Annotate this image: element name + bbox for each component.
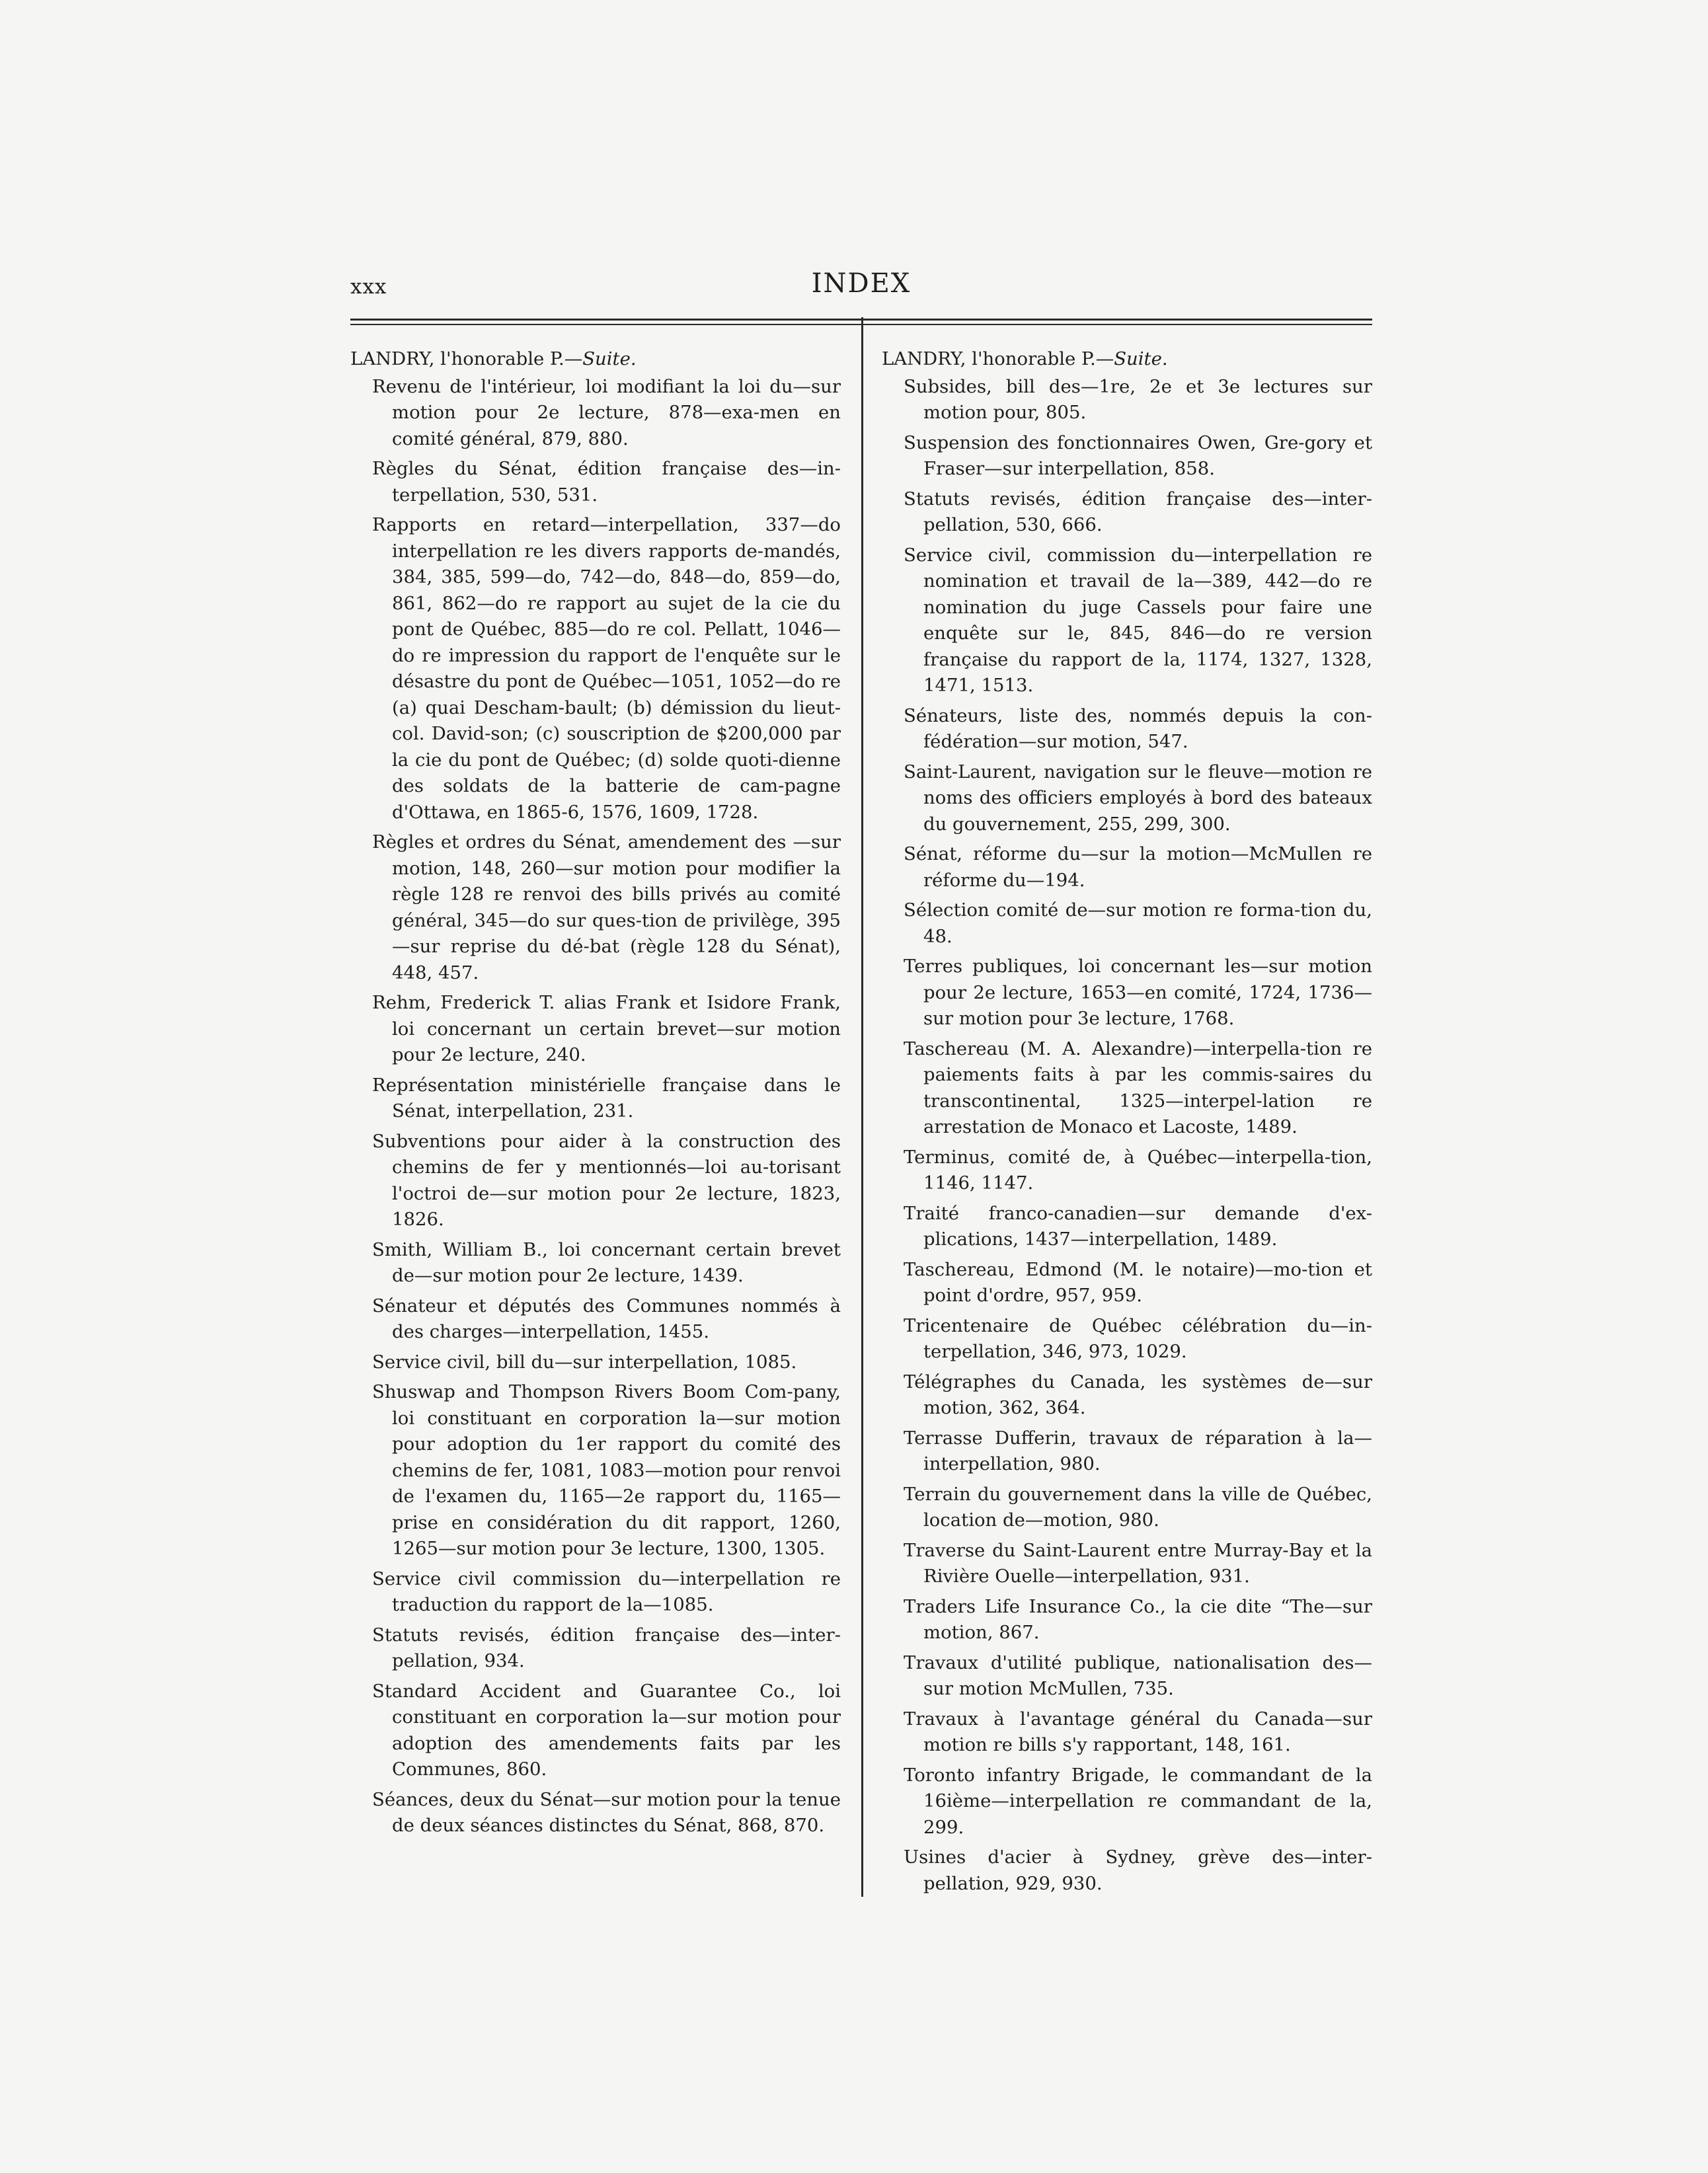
index-entry: Terrain du gouvernement dans la ville de Québec, location de—motion, 980. — [904, 1483, 1372, 1531]
index-entry: Sénateur et députés des Communes nommés à des charges—interpellation, 1455. — [372, 1295, 841, 1342]
index-entry: Revenu de l'intérieur, loi modifiant la loi du—sur motion pour 2e lecture, 878—exa-men en comité général, 879, 880. — [372, 375, 841, 449]
index-entry: Travaux d'utilité publique, nationalisation des—sur motion McMullen, 735. — [904, 1652, 1372, 1699]
index-entry: Shuswap and Thompson Rivers Boom Com-pany, loi constituant en corporation la—sur motion pour adoption du 1er rapport du comité des chemins de fer, 1081, 1083—motion pour renvoi de l'examen du, 1165—2e rapport du, 1165—prise en considération du dit rapport, 1260, 1265—sur motion pour 3e lecture, 1300, 1305. — [372, 1381, 841, 1559]
index-entry: Sénat, réforme du—sur la motion—McMullen re réforme du—194. — [904, 843, 1372, 891]
index-entry: Terres publiques, loi concernant les—sur motion pour 2e lecture, 1653—en comité, 1724, 1736—sur motion pour 3e lecture, 1768. — [904, 956, 1372, 1029]
index-entry: Traders Life Insurance Co., la cie dite “The—sur motion, 867. — [904, 1595, 1372, 1643]
index-entry: Toronto infantry Brigade, le commandant de la 16ième—interpellation re commandant de la, 299. — [904, 1764, 1372, 1838]
index-entry: Usines d'acier à Sydney, grève des—inter-pellation, 929, 930. — [904, 1847, 1372, 1894]
index-entry: Service civil, commission du—interpellation re nomination et travail de la—389, 442—do re nomination du juge Cassels pour faire une enquête sur le, 845, 846—do re version française du rapport de la, 1174, 1327, 1328, 1471, 1513. — [904, 544, 1372, 696]
left-heading-suite: Suite. — [582, 348, 637, 369]
index-entry: Subventions pour aider à la construction des chemins de fer y mentionnés—loi au-torisant l'octroi de—sur motion pour 2e lecture, 1823, 1826. — [372, 1130, 841, 1230]
index-entry: Sélection comité de—sur motion re forma-tion du, 48. — [904, 899, 1372, 947]
index-entry: Règles et ordres du Sénat, amendement des —sur motion, 148, 260—sur motion pour modifier la règle 128 re renvoi des bills privés au comité général, 345—do sur ques-tion de privilège, 395—sur reprise du dé-bat (règle 128 du Sénat), 448, 457. — [372, 831, 841, 983]
index-entry: Terrasse Dufferin, travaux de réparation à la—interpellation, 980. — [904, 1427, 1372, 1474]
index-entry: Tricentenaire de Québec célébration du—in-terpellation, 346, 973, 1029. — [904, 1315, 1372, 1362]
index-entry: Standard Accident and Guarantee Co., loi constituant en corporation la—sur motion pour adoption des amendements faits par les Communes, 860. — [372, 1680, 841, 1780]
index-entry: Terminus, comité de, à Québec—interpella-tion, 1146, 1147. — [904, 1146, 1372, 1194]
index-entry: Statuts revisés, édition française des—inter-pellation, 934. — [372, 1624, 841, 1671]
left-column — [350, 346, 841, 1897]
right-column-heading — [882, 346, 1372, 373]
running-head — [350, 258, 1372, 311]
left-column-heading — [350, 346, 841, 373]
index-entry: Taschereau (M. A. Alexandre)—interpella-tion re paiements faits à par les commis-saires du transcontinental, 1325—interpel-lation re arrestation de Monaco et Lacoste, 1489. — [904, 1038, 1372, 1137]
index-entry: Traité franco-canadien—sur demande d'ex-plications, 1437—interpellation, 1489. — [904, 1202, 1372, 1250]
page-number: xxx — [350, 275, 387, 299]
index-entry: Suspension des fonctionnaires Owen, Gre-gory et Fraser—sur interpellation, 858. — [904, 432, 1372, 479]
index-entry: Taschereau, Edmond (M. le notaire)—mo-tion et point d'ordre, 957, 959. — [904, 1258, 1372, 1306]
index-entry: Représentation ministérielle française dans le Sénat, interpellation, 231. — [372, 1074, 841, 1122]
index-entry: Rapports en retard—interpellation, 337—do interpellation re les divers rapports de-mandés, 384, 385, 599—do, 742—do, 848—do, 859—do, 861, 862—do re rapport au sujet de la cie du pont de Québec, 885—do re col. Pellatt, 1046—do re impression du rapport de l'enquête sur le désastre du pont de Québec—1051, 1052—do re (a) quai Descham-bault; (b) démission du lieut-col. David-son; (c) souscription de $200,000 par la cie du pont de Québec; (d) solde quoti-dienne des soldats de la batterie de cam-pagne d'Ottawa, en 1865-6, 1576, 1609, 1728. — [372, 514, 841, 823]
index-page — [350, 258, 1372, 1897]
index-entry: Sénateurs, liste des, nommés depuis la con-fédération—sur motion, 547. — [904, 705, 1372, 752]
index-entry: Saint-Laurent, navigation sur le fleuve—motion re noms des officiers employés à bord des bateaux du gouvernement, 255, 299, 300. — [904, 761, 1372, 835]
index-entry: Travaux à l'avantage général du Canada—sur motion re bills s'y rapportant, 148, 161. — [904, 1708, 1372, 1755]
right-column — [882, 346, 1372, 1897]
right-heading-name: LANDRY, l'honorable P.— — [882, 348, 1114, 369]
index-entry: Règles du Sénat, édition française des—in-terpellation, 530, 531. — [372, 458, 841, 506]
index-entry: Smith, William B., loi concernant certain brevet de—sur motion pour 2e lecture, 1439. — [372, 1239, 841, 1286]
index-entry: Séances, deux du Sénat—sur motion pour la tenue de deux séances distinctes du Sénat, 868, 870. — [372, 1788, 841, 1836]
index-columns — [350, 346, 1372, 1897]
column-divider — [861, 317, 863, 1897]
index-entry: Télégraphes du Canada, les systèmes de—sur motion, 362, 364. — [904, 1371, 1372, 1418]
index-entry: Rehm, Frederick T. alias Frank et Isidore Frank, loi concernant un certain brevet—sur motion pour 2e lecture, 240. — [372, 992, 841, 1065]
index-entry: Subsides, bill des—1re, 2e et 3e lectures sur motion pour, 805. — [904, 375, 1372, 423]
index-entry: Service civil, bill du—sur interpellation, 1085. — [372, 1351, 797, 1373]
page-title: INDEX — [811, 268, 912, 299]
index-entry: Traverse du Saint-Laurent entre Murray-Bay et la Rivière Ouelle—interpellation, 931. — [904, 1539, 1372, 1587]
index-entry: Service civil commission du—interpellation re traduction du rapport de la—1085. — [372, 1568, 841, 1615]
right-heading-suite: Suite. — [1114, 348, 1168, 369]
index-entry: Statuts revisés, édition française des—inter-pellation, 530, 666. — [904, 488, 1372, 535]
left-heading-name: LANDRY, l'honorable P.— — [350, 348, 583, 369]
